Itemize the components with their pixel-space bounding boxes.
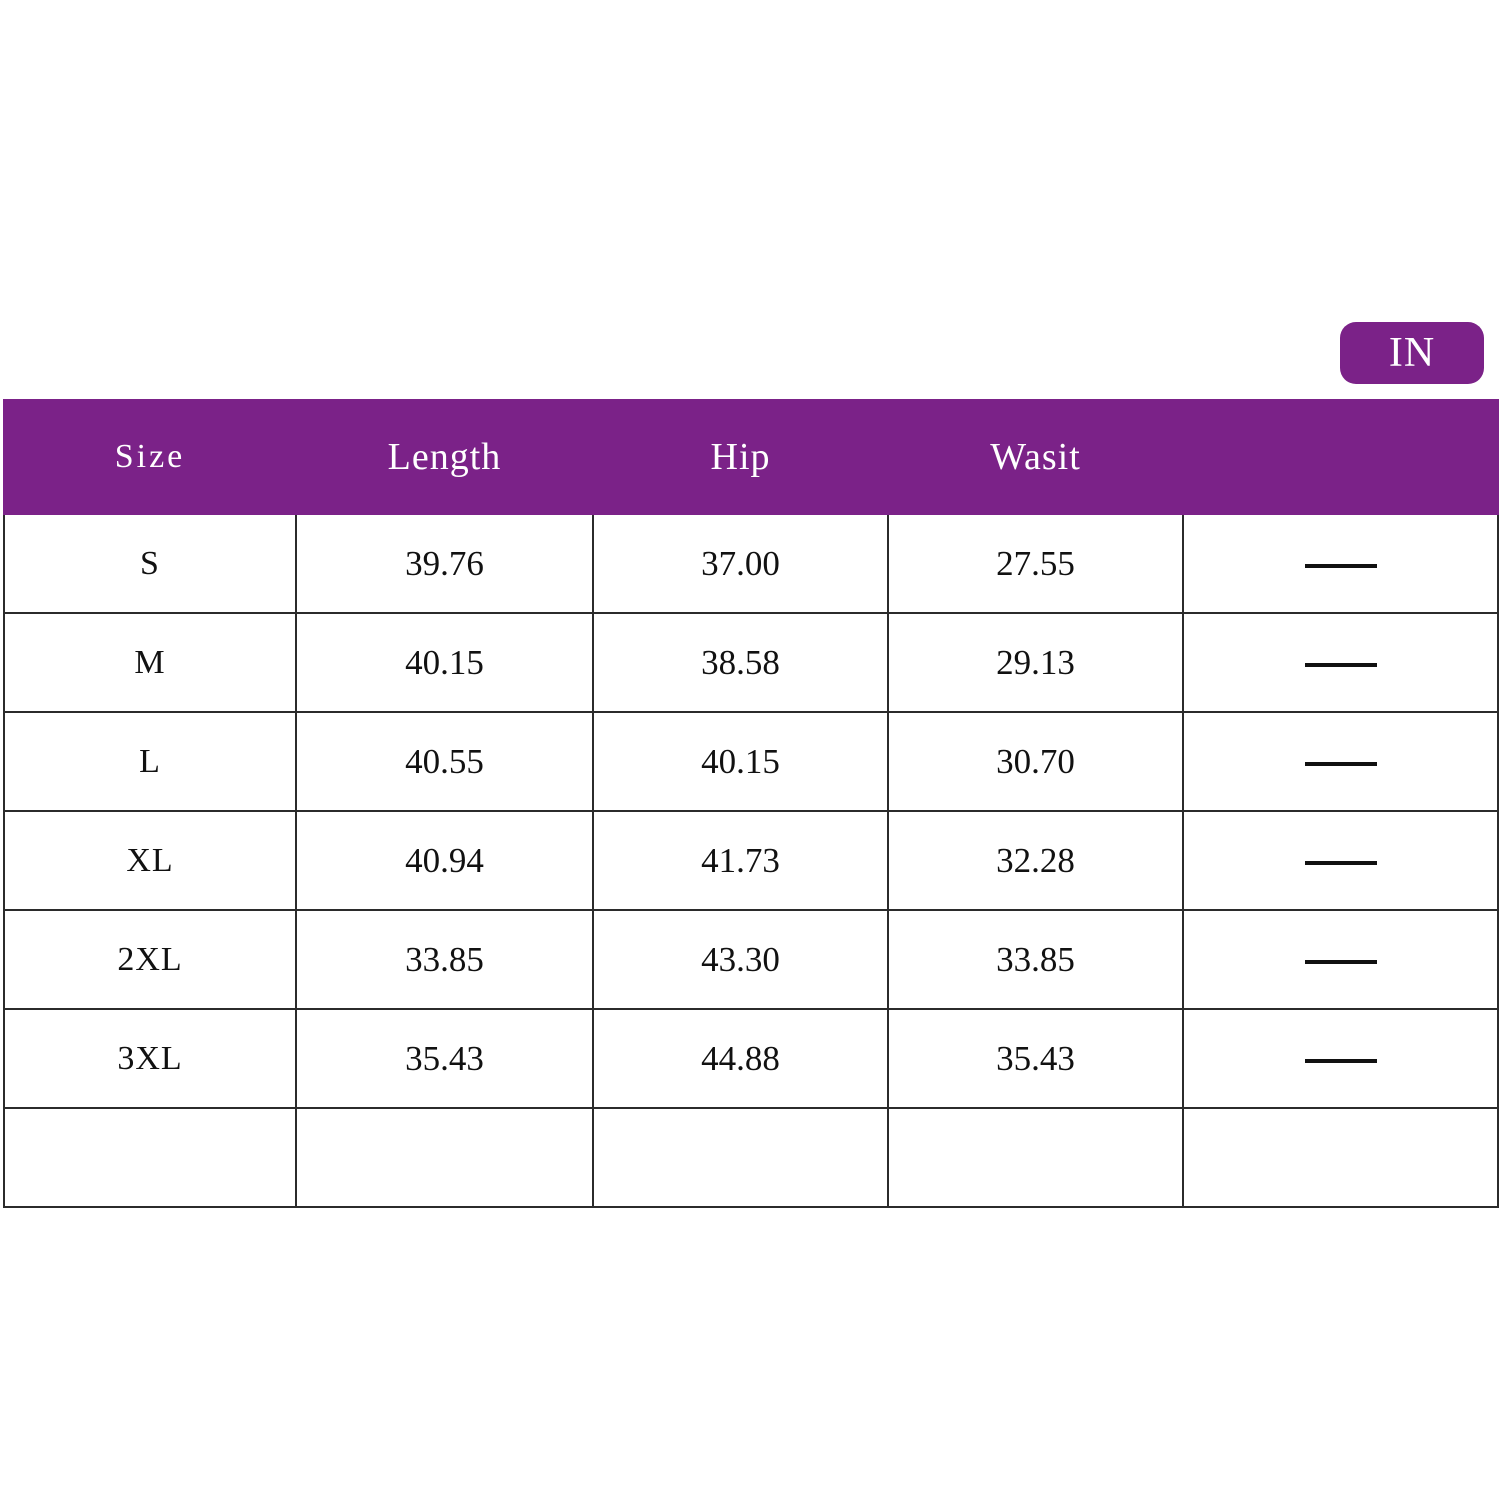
column-header-length: Length (296, 400, 593, 514)
cell-extra (1183, 811, 1498, 910)
cell-waist: 32.28 (888, 811, 1183, 910)
table-row (4, 613, 1498, 712)
cell-waist: 27.55 (888, 514, 1183, 613)
dash-icon (1305, 762, 1377, 766)
cell-hip: 44.88 (593, 1009, 888, 1108)
cell-size: 3XL (4, 1009, 296, 1108)
cell-hip: 41.73 (593, 811, 888, 910)
column-header-size: Size (4, 400, 296, 514)
cell-size (4, 1108, 296, 1207)
cell-extra (1183, 613, 1498, 712)
size-chart-table (3, 399, 1499, 1208)
cell-extra (1183, 1009, 1498, 1108)
cell-length: 40.55 (296, 712, 593, 811)
cell-hip: 37.00 (593, 514, 888, 613)
table-body (4, 514, 1498, 1207)
cell-length: 35.43 (296, 1009, 593, 1108)
cell-hip: 40.15 (593, 712, 888, 811)
cell-size: XL (4, 811, 296, 910)
table-row (4, 910, 1498, 1009)
table-row (4, 1108, 1498, 1207)
column-header-hip: Hip (593, 400, 888, 514)
cell-length (296, 1108, 593, 1207)
dash-icon (1305, 861, 1377, 865)
cell-length: 33.85 (296, 910, 593, 1009)
table-row (4, 1009, 1498, 1108)
cell-extra (1183, 910, 1498, 1009)
cell-hip: 43.30 (593, 910, 888, 1009)
cell-hip (593, 1108, 888, 1207)
table-row (4, 712, 1498, 811)
cell-waist (888, 1108, 1183, 1207)
cell-length: 40.94 (296, 811, 593, 910)
cell-extra (1183, 514, 1498, 613)
dash-icon (1305, 1059, 1377, 1063)
cell-size: 2XL (4, 910, 296, 1009)
cell-length: 39.76 (296, 514, 593, 613)
table-row (4, 514, 1498, 613)
cell-length: 40.15 (296, 613, 593, 712)
cell-waist: 29.13 (888, 613, 1183, 712)
table-row (4, 811, 1498, 910)
column-header-waist: Wasit (888, 400, 1183, 514)
cell-hip: 38.58 (593, 613, 888, 712)
column-header-blank (1183, 400, 1498, 514)
unit-badge-label: IN (1388, 330, 1436, 376)
cell-waist: 33.85 (888, 910, 1183, 1009)
cell-extra (1183, 1108, 1498, 1207)
cell-waist: 30.70 (888, 712, 1183, 811)
dash-icon (1305, 564, 1377, 568)
dash-icon (1305, 663, 1377, 667)
dash-icon (1305, 960, 1377, 964)
cell-size: M (4, 613, 296, 712)
cell-size: S (4, 514, 296, 613)
cell-size: L (4, 712, 296, 811)
unit-badge (1340, 322, 1484, 384)
cell-waist: 35.43 (888, 1009, 1183, 1108)
cell-extra (1183, 712, 1498, 811)
table-header-row (4, 400, 1498, 514)
table-header (4, 400, 1498, 514)
